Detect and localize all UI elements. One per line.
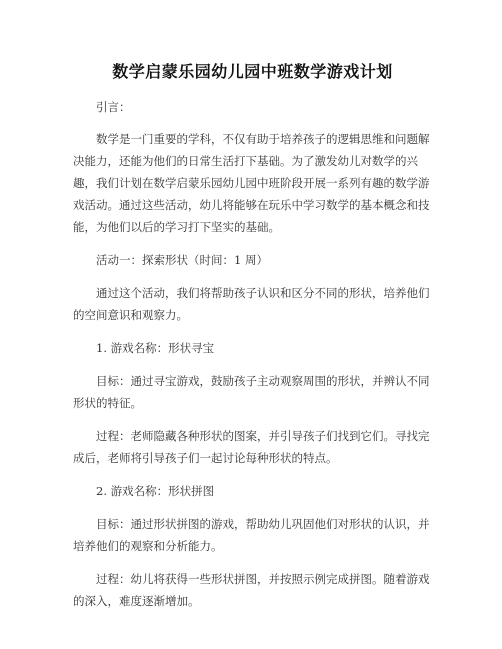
game2-goal: 目标：通过形状拼图的游戏，帮助幼儿巩固他们对形状的认识，并培养他们的观察和分析能力。 [73,517,430,553]
document-title: 数学启蒙乐园幼儿园中班数学游戏计划 [112,62,393,81]
intro-paragraph: 数学是一门重要的学科，不仅有助于培养孩子的逻辑思维和问题解决能力，还能为他们的日常生活打下基础。为了激发幼儿对数学的兴趣，我们计划在数学启蒙乐园幼儿园中班阶段开展一系列有趣的数学游戏活动。通过这些活动，幼儿将能够在玩乐中学习数学的基本概念和技能，为他们以后的学习打下坚实的基础。 [73,132,430,234]
game1-process: 过程：老师隐藏各种形状的图案，并引导孩子们找到它们。寻找完成后，老师将引导孩子们一起讨论每种形状的特点。 [73,429,430,465]
intro-label: 引言： [96,100,131,114]
game2-name: 2. 游戏名称：形状拼图 [96,484,215,498]
game2-process: 过程：幼儿将获得一些形状拼图，并按照示例完成拼图。随着游戏的深入，难度逐渐增加。 [73,572,430,608]
game1-goal: 目标：通过寻宝游戏，鼓励孩子主动观察周围的形状，并辨认不同形状的特征。 [73,374,430,410]
activity-heading: 活动一：探索形状（时间：1 周） [96,253,268,267]
game1-name: 1. 游戏名称：形状寻宝 [96,341,215,355]
activity-paragraph: 通过这个活动，我们将帮助孩子认识和区分不同的形状，培养他们的空间意识和观察力。 [73,286,430,322]
